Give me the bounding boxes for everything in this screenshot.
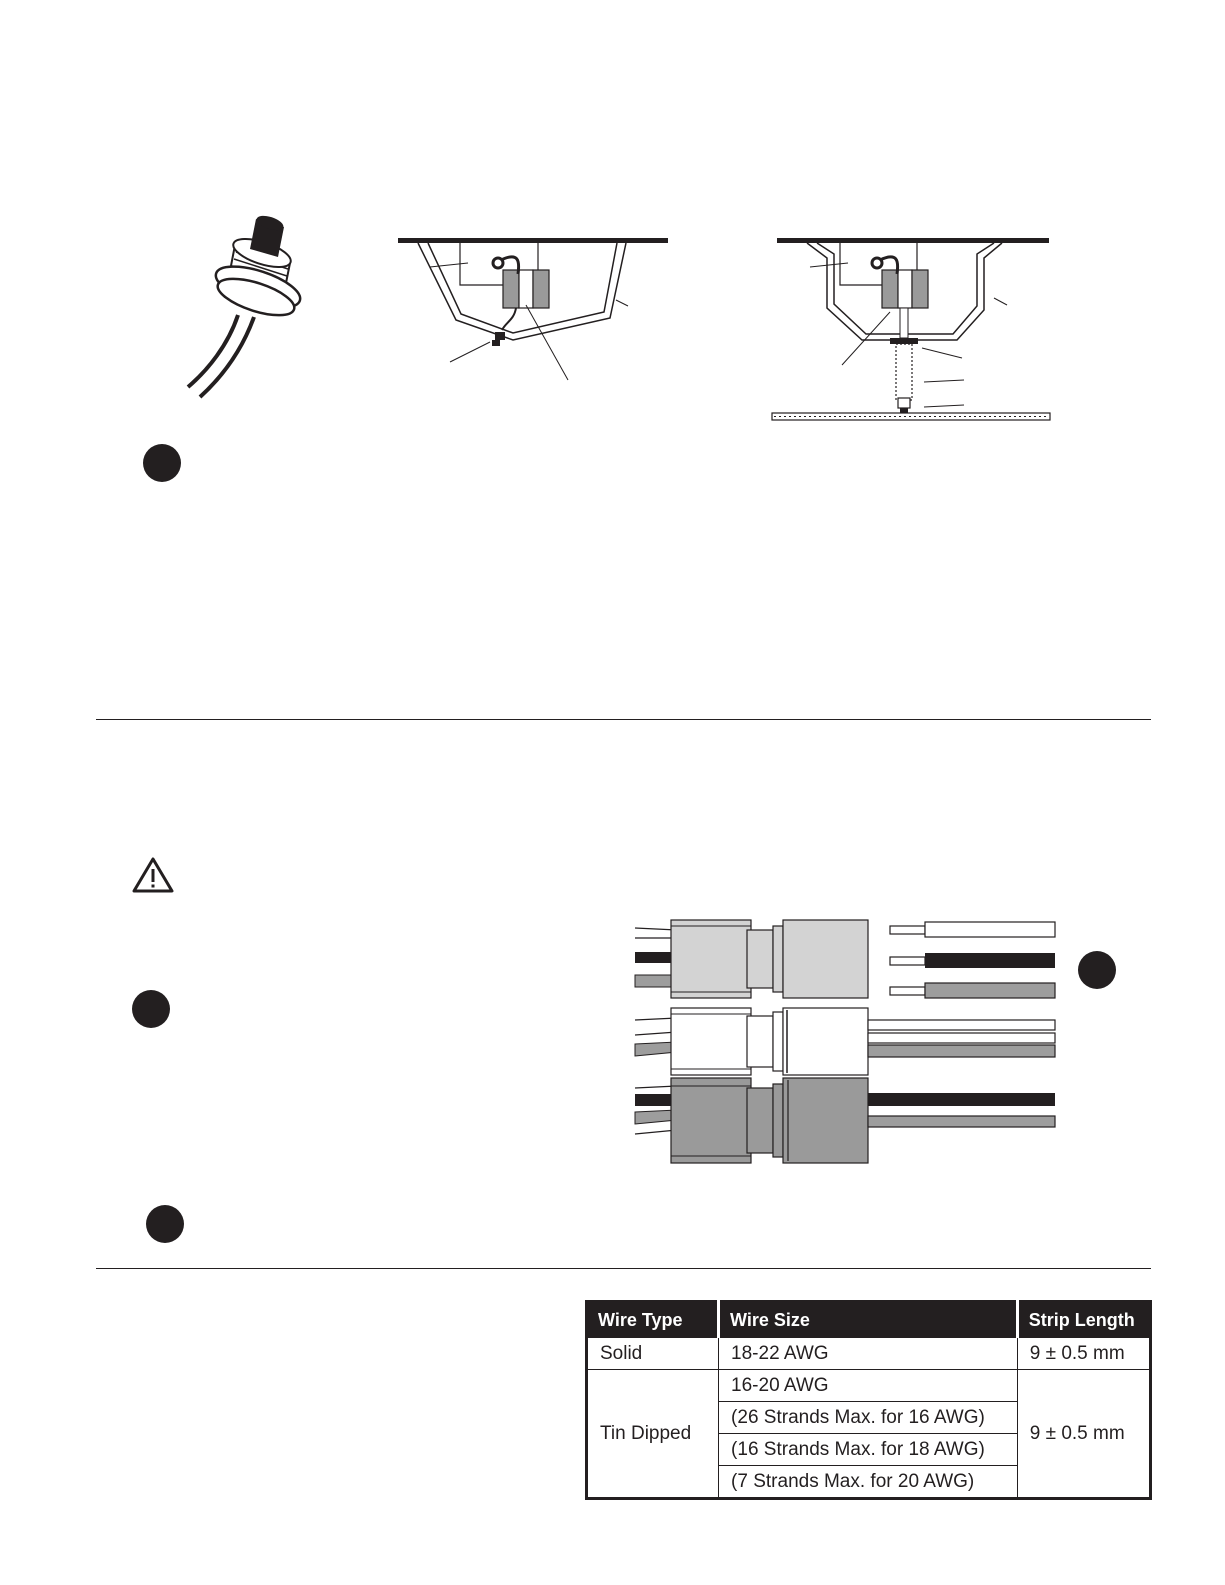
- wire-type-cell: Solid: [587, 1338, 719, 1370]
- connector-wiring-illustration: [635, 920, 1065, 1165]
- section-divider: [96, 1268, 1151, 1269]
- mounting-diagram-surface: [398, 230, 673, 385]
- column-header-strip-length: Strip Length: [1017, 1302, 1150, 1338]
- wire-type-cell: Tin Dipped: [587, 1370, 719, 1499]
- table-header-row: [587, 1302, 1151, 1338]
- table-row: [587, 1338, 1151, 1370]
- wire-size-cell: (7 Strands Max. for 20 AWG): [719, 1466, 1018, 1499]
- section-divider: [96, 719, 1151, 720]
- strip-length-cell: 9 ± 0.5 mm: [1017, 1370, 1150, 1499]
- push-button-illustration: [180, 205, 310, 405]
- column-header-wire-type: Wire Type: [587, 1302, 719, 1338]
- wire-size-cell: 18-22 AWG: [719, 1338, 1018, 1370]
- mounting-diagram-standoff: [772, 230, 1057, 425]
- table-row: [587, 1370, 1151, 1402]
- wire-specification-table: [585, 1300, 1152, 1500]
- step-marker-2: [132, 990, 170, 1028]
- wire-size-cell: (16 Strands Max. for 18 AWG): [719, 1434, 1018, 1466]
- wire-size-cell: 16-20 AWG: [719, 1370, 1018, 1402]
- step-marker-1: [143, 444, 181, 482]
- strip-length-cell: 9 ± 0.5 mm: [1017, 1338, 1150, 1370]
- wire-size-cell: (26 Strands Max. for 16 AWG): [719, 1402, 1018, 1434]
- step-marker-3: [1078, 951, 1116, 989]
- step-marker-4: [146, 1205, 184, 1243]
- column-header-wire-size: Wire Size: [719, 1302, 1018, 1338]
- warning-triangle-icon: [132, 857, 174, 893]
